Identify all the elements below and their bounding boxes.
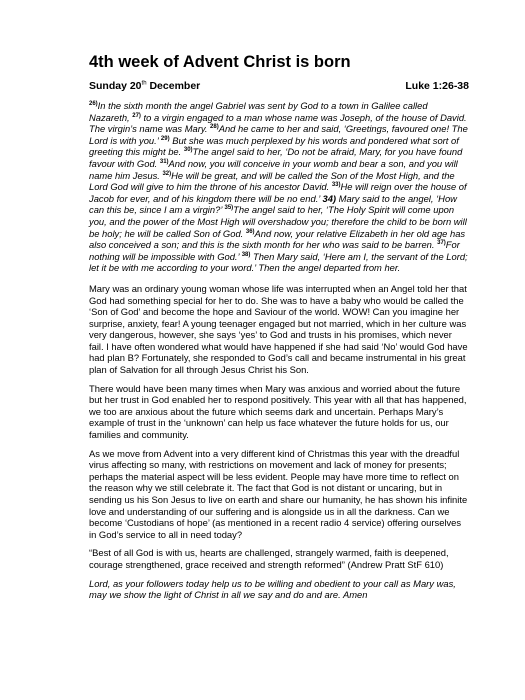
closing-prayer: Lord, as your followers today help us to be willing and obedient to your call as Mary was, may we show the light of Christ in all we say and do and are. Amen: [89, 577, 456, 601]
verse-number: 30): [183, 147, 193, 154]
reflection-paragraph: As we move from Advent into a very different kind of Christmas this year with the dreadful virus affecting so many, with restrictions on movement and lack of money for presents; perhaps the material aspect will be less evident. People may have more time to reflect on the reason why we still celebrate it. The fact that God is not distant or uncaring, but in sending us his Son Jesus to live on earth and share our humanity, he has shown his infinite love and understanding of our suffering and is alongside us in all the darkness. Can we become ‘Custodians of hope’ (as mentioned in a recent radio 4 service) offering ourselves in God’s service to all in need today?: [89, 447, 468, 540]
verse-number-inline: 34): [322, 192, 337, 204]
verse-number: 26): [89, 100, 98, 107]
verse-number: 32): [162, 170, 172, 177]
verse-text: He will reign over the house of Jacob for ever, and of his kingdom there will be no end.’: [89, 181, 467, 204]
verse-number: 28): [210, 124, 219, 131]
verse-text: For nothing will be impossible with God.’: [89, 239, 460, 262]
verse-number: 33): [331, 182, 341, 189]
verse-text: In the sixth month the angel Gabriel was sent by God to a town in Galilee called Nazareth,: [89, 100, 428, 123]
verse-text: He will be great, and will be called the Son of the Most High, and the Lord God will give to him the throne of his ancestor David.: [89, 169, 455, 193]
verse-number: 31): [159, 158, 169, 165]
verse-number: 29): [160, 135, 170, 142]
reflection-paragraph: There would have been many times when Mary was anxious and worried about the future but her trust in God enabled her to respond positively. This year with all that has happened, we too are anxious about the future which seems dark and uncertain. Perhaps Mary’s example of trust in the ‘unknown’ can help us face whatever the future holds for us, our families and community.: [89, 382, 467, 441]
verse-text: The angel said to her, ‘The Holy Spirit will come upon you, and the power of the Most High will overshadow you; therefore the child to be born will be holy; he will be called Son of God.: [89, 204, 467, 239]
verse-text: to a virgin engaged to a man whose name was Joseph, of the house of David. The virgin’s name was Mary.: [89, 111, 467, 135]
verse-text: Mary said to the angel, ‘How can this be, since I am a virgin?’: [89, 192, 457, 216]
date-label: Sunday 20th December: [89, 80, 201, 92]
verse-text: And he came to her and said, ‘Greetings, favoured one! The Lord is with you.’: [89, 123, 468, 146]
verse-text: Then Mary said, ‘Here am I, the servant of the Lord; let it be with me according to your word.’ Then the angel departed from her.: [89, 250, 468, 274]
verse-number: 37): [437, 240, 446, 246]
date-reference-line: [89, 80, 469, 93]
scripture-passage: [89, 100, 469, 274]
reflection-paragraph: Mary was an ordinary young woman whose life was interrupted when an Angel told her that God had something special for her to do. She was to have a baby who would be called the ‘Son of God’ and become the hope and Saviour of the world. WOW! Can you imagine her surprise, anxiety, fear! A young teenager engaged but not married, which in her culture was very dangerous, however, she says ‘yes’ to God and trusts in his promises, which never fail. I have often wondered what would have happened if she had said ‘No’ would God have had plan B? Fortunately, she responded to God’s call and became instrumental in his great plan of Salvation for all through Jesus Christ his Son.: [89, 282, 468, 376]
verse-number: 35): [224, 205, 234, 212]
verse-number: 36): [245, 228, 255, 235]
quotation-paragraph: “Best of all God is with us, hearts are challenged, strangely warmed, faith is deepened, courage strengthened, grace received and strength reformed” (Andrew Pratt StF 610): [89, 547, 449, 570]
verse-number: 27): [132, 112, 141, 119]
verse-number: 38): [241, 251, 251, 258]
scripture-reference: Luke 1:26-38: [405, 80, 469, 92]
verse-text: The angel said to her, ‘Do not be afraid, Mary, for you have found favour with God.: [89, 146, 463, 169]
page-title: 4th week of Advent Christ is born: [89, 53, 351, 71]
verse-text: And now, you will conceive in your womb and bear a son, and you will name him Jesus.: [89, 157, 458, 181]
verse-text: But she was much perplexed by his words and pondered what sort of greeting this might be.: [89, 134, 459, 158]
verse-text: And now, your relative Elizabeth in her old age has also conceived a son; and this is the sixth month for her who was said to be barren.: [89, 227, 466, 251]
